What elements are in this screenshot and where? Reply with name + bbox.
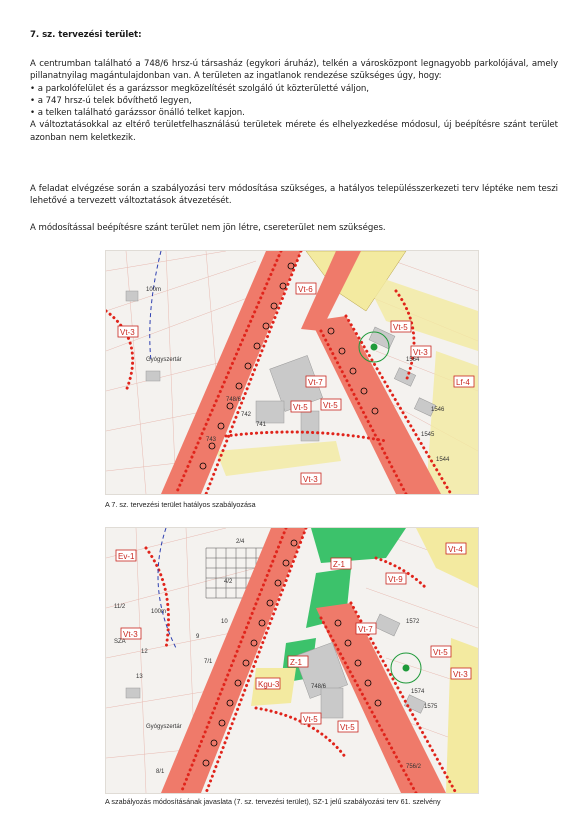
zone-label: Kgu-3 — [258, 680, 280, 689]
map-current-svg — [106, 251, 478, 494]
paragraph-no-new-area: A módosítással beépítésre szánt terület nem jön létre, csereterület nem szükséges. — [30, 223, 386, 233]
parcel-label: 1574 — [411, 689, 425, 695]
parcel-label: 10 — [221, 619, 228, 625]
zone-label: Vt-5 — [293, 403, 308, 412]
parcel-label: 11/2 — [114, 604, 126, 610]
parcel-label: 1564 — [406, 357, 420, 363]
parcel-label: 1546 — [431, 407, 445, 413]
section-heading: 7. sz. tervezési terület: — [30, 30, 142, 40]
parcel-label: 756/2 — [406, 764, 422, 770]
bullet-item: • a telken található garázssor önálló telket kapjon. — [30, 108, 245, 119]
parcel-label: 7/1 — [204, 659, 213, 665]
zone-label: Vt-4 — [448, 545, 463, 554]
zone-label: Z-1 — [290, 658, 302, 667]
parcel-label: 1545 — [421, 432, 435, 438]
parcel-label: 2/4 — [236, 539, 245, 545]
zone-label: Vt-5 — [340, 723, 355, 732]
intro-text: A centrumban található a 748/6 hrsz-ú társasház (egykori áruház), telkén a városközpont legnagyobb parkolójával, amely pillanatnyilag magántulajdonban van. A területen az ingatlanok rendezése szükséges úgy, hogy: — [30, 59, 558, 82]
map-caption: A 7. sz. tervezési terület hatályos szabályozása — [105, 500, 256, 509]
zone-label: Vt-9 — [388, 575, 403, 584]
zone-label: Vt-3 — [413, 348, 428, 357]
zone-label: Vt-3 — [303, 475, 318, 484]
zone-label: Vt-5 — [393, 323, 408, 332]
zone-label: Ev-1 — [118, 552, 135, 561]
bullet-item: • a parkolófelület és a garázssor megközelítését szolgáló út közterületté váljon, — [30, 83, 369, 94]
zone-label: Vt-7 — [358, 625, 373, 634]
map-current-regulation — [105, 250, 479, 495]
zone-label: Vt-5 — [303, 715, 318, 724]
zone-label: Vt-3 — [123, 630, 138, 639]
distance-label: 100m — [146, 287, 162, 293]
paragraph-intro — [30, 58, 558, 144]
zone-label: Vt-3 — [120, 328, 135, 337]
parcel-label: 8/1 — [156, 769, 165, 775]
zone-label: Z-1 — [333, 560, 345, 569]
parcel-label: 741 — [256, 422, 267, 428]
parcel-label: 1575 — [424, 704, 438, 710]
parcel-label: 9 — [196, 634, 200, 640]
area-label: SZA — [114, 639, 126, 645]
zone-label: Vt-5 — [433, 648, 448, 657]
map-proposed-svg — [106, 528, 478, 793]
bullet-item: • a 747 hrsz-ú telek bővíthető legyen, — [30, 95, 192, 106]
paragraph-plan-change: A feladat elvégzése során a szabályozási terv módosítása szükséges, a hatályos településszerkezeti terv léptéke nem teszi lehetővé a tervezett változtatások átvezetését. — [30, 184, 558, 207]
parcel-label: 1572 — [406, 619, 420, 625]
map-proposed-regulation — [105, 527, 479, 794]
zone-label: Lf-4 — [456, 378, 470, 387]
parcel-label: 742 — [241, 412, 252, 418]
parcel-label: 4/2 — [224, 579, 233, 585]
distance-label: 100m — [151, 609, 167, 615]
outro-text: A változtatásokkal az eltérő területfelhasználású területek mérete és elhelyezkedése módosul, új beépítésre szánt terület azonban nem keletkezik. — [30, 120, 558, 143]
street-label: Gyógyszertár — [146, 724, 182, 730]
street-label: Gyógyszertár — [146, 357, 182, 363]
parcel-label: 12 — [141, 649, 148, 655]
parcel-label: 748/6 — [311, 684, 327, 690]
parcel-label: 13 — [136, 674, 143, 680]
parcel-label: 748/6 — [226, 397, 242, 403]
zone-label: Vt-6 — [298, 285, 313, 294]
parcel-label: 1544 — [436, 457, 450, 463]
zone-label: Vt-5 — [323, 401, 338, 410]
map-caption: A szabályozás módosításának javaslata (7. sz. tervezési terület), SZ-1 jelű szabályozási terv 61. szelvény — [105, 797, 441, 806]
zone-label: Vt-7 — [308, 378, 323, 387]
parcel-label: 743 — [206, 437, 217, 443]
zone-label: Vt-3 — [453, 670, 468, 679]
